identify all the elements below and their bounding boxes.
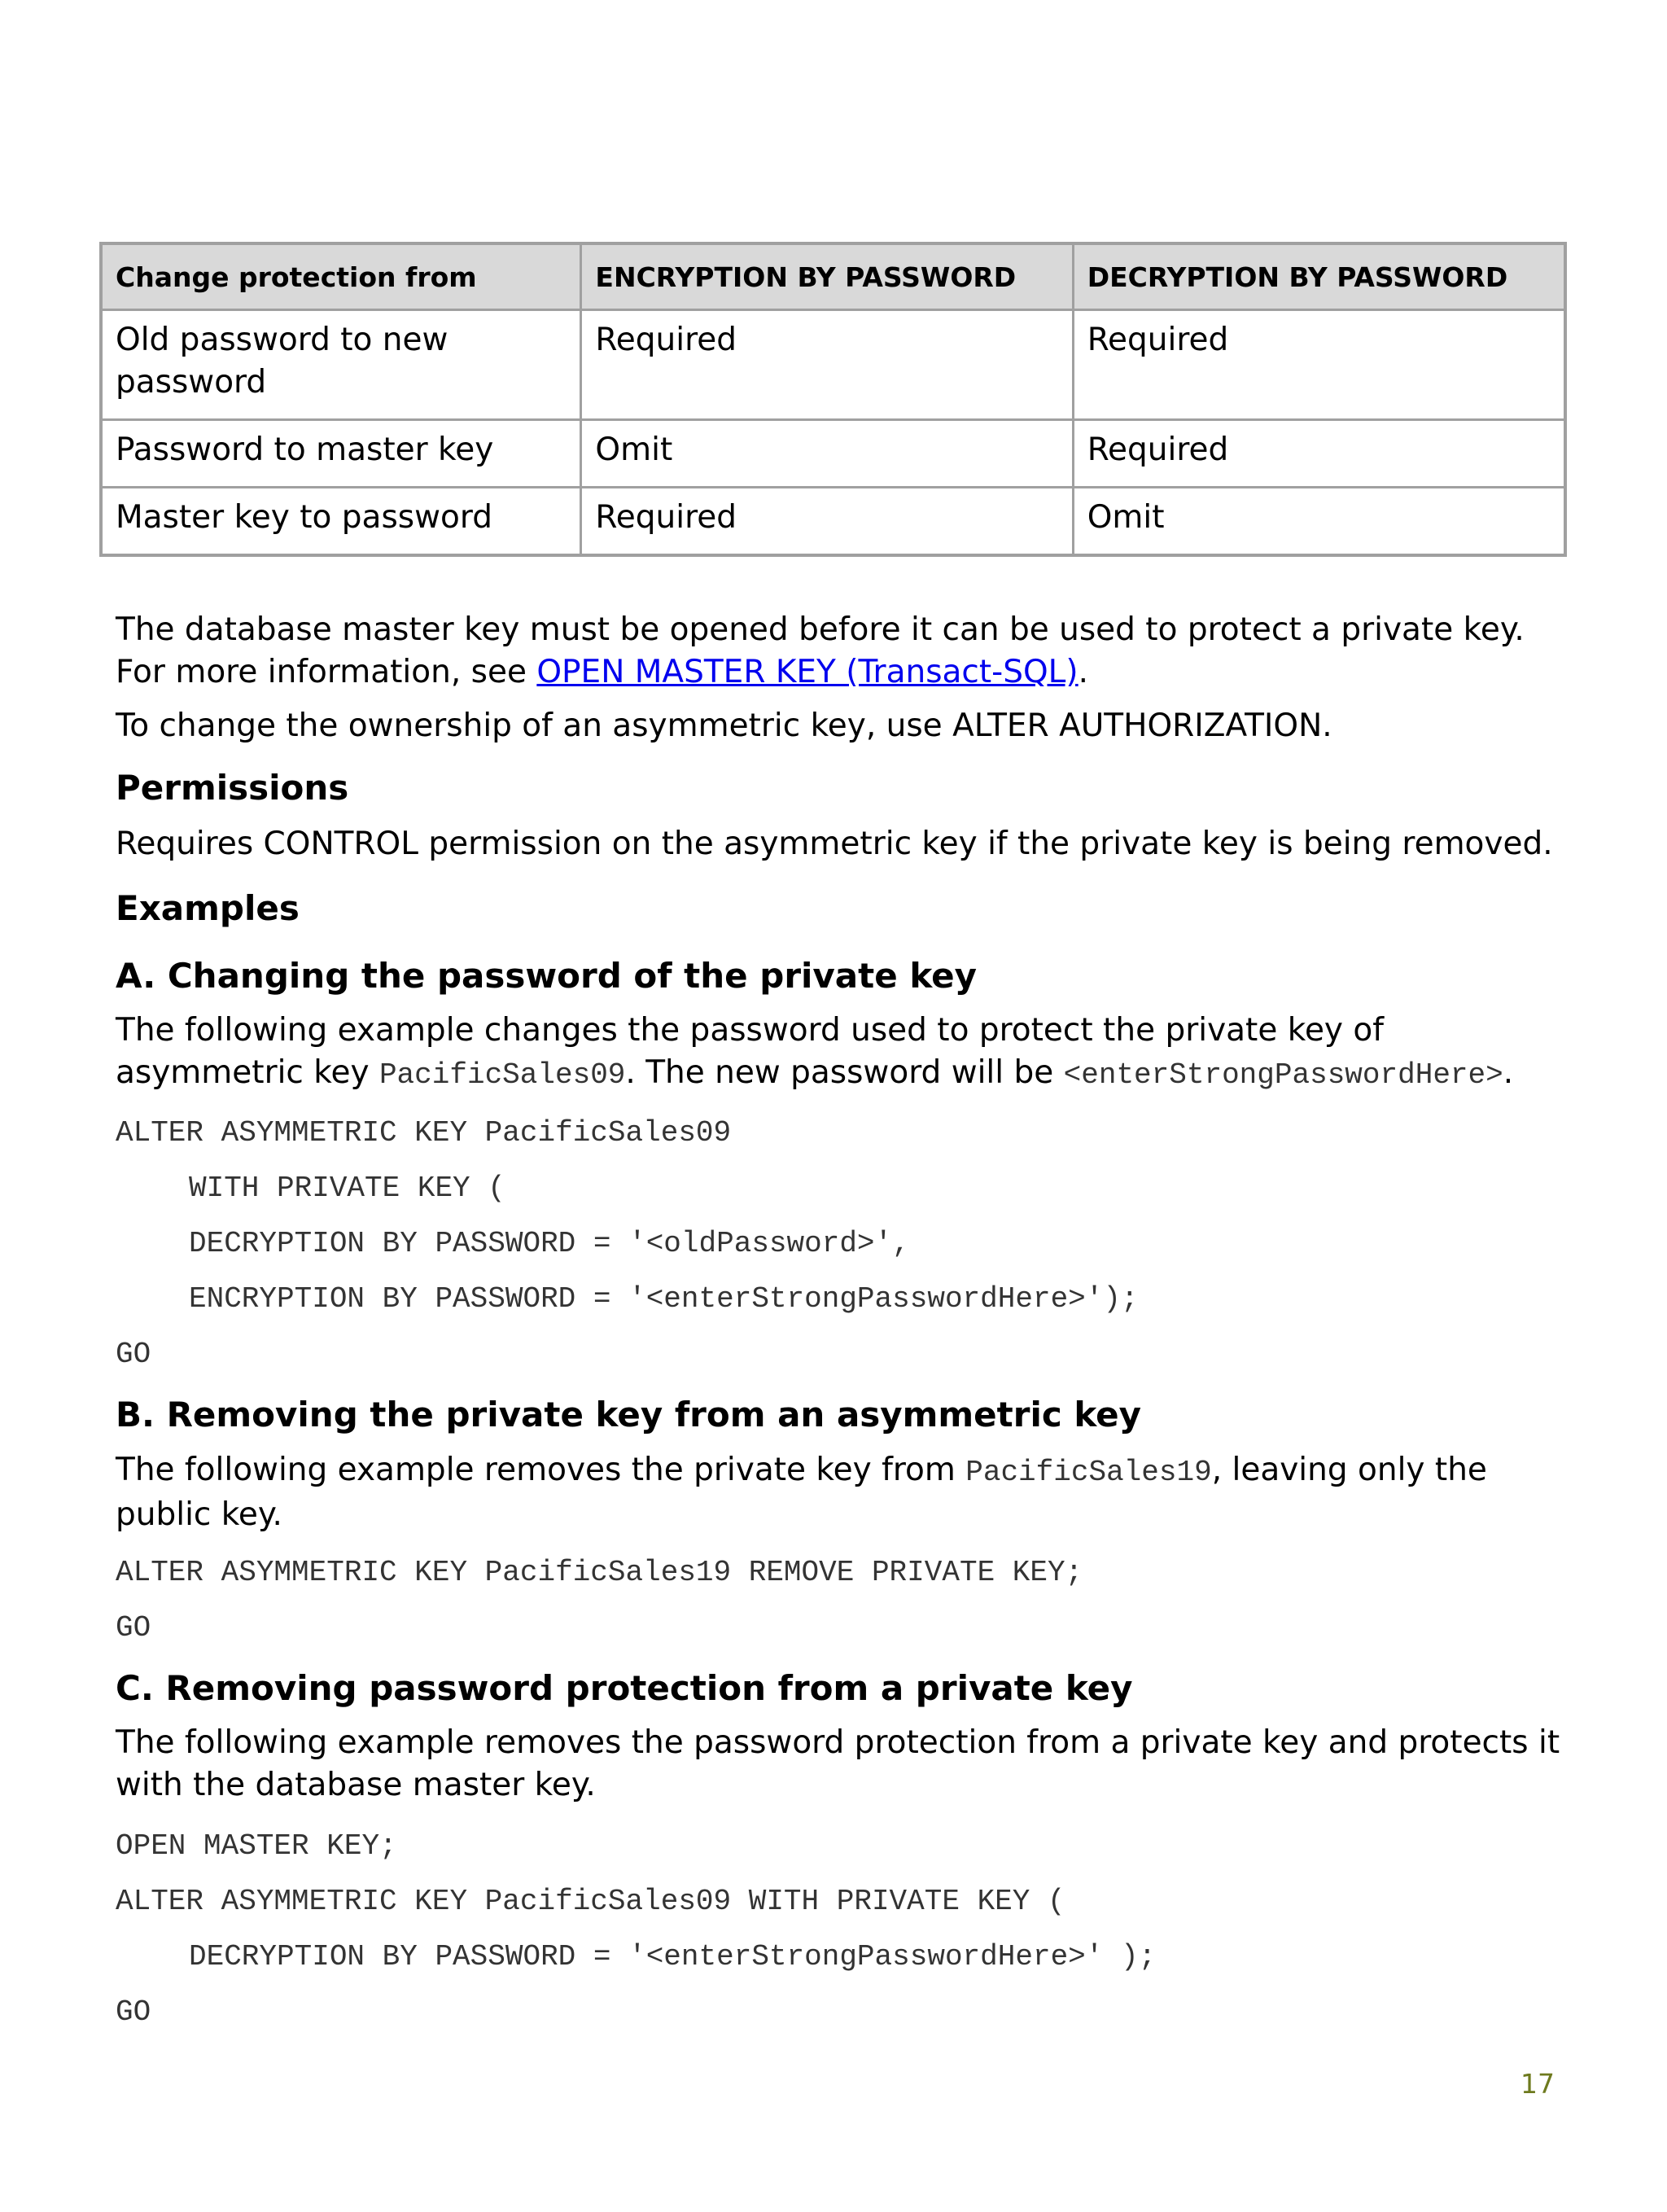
table-header-cell: Change protection from [101,243,581,310]
example-a-description [116,1010,1564,1097]
code-line: OPEN MASTER KEY; [116,1829,397,1863]
ownership-paragraph: To change the ownership of an asymmetric key, use ALTER AUTHORIZATION. [116,707,1332,744]
protection-table [99,242,1567,557]
paragraph-text: . [1078,654,1089,690]
code-line: GO [116,1611,151,1645]
code-line: GO [116,1995,151,2029]
table-cell: Required [581,488,1073,556]
page-number: 17 [1520,2068,1555,2100]
table-cell: Master key to password [101,488,581,556]
code-line: DECRYPTION BY PASSWORD = '<oldPassword>', [189,1227,910,1260]
master-key-paragraph [116,609,1564,694]
inline-code: <enterStrongPasswordHere> [1063,1058,1503,1092]
example-c-heading: C. Removing password protection from a private key [116,1668,1133,1708]
inline-code: PacificSales19 [965,1456,1212,1489]
examples-heading: Examples [116,888,300,928]
permissions-heading: Permissions [116,768,349,808]
table-row [101,310,1565,420]
code-line: WITH PRIVATE KEY ( [189,1172,505,1205]
code-line: ALTER ASYMMETRIC KEY PacificSales09 WITH PRIVATE KEY ( [116,1885,1065,1918]
paragraph-text: . The new password will be [625,1054,1064,1091]
table-row [101,420,1565,488]
table-cell: Omit [1073,488,1565,556]
table-cell: Required [1073,420,1565,488]
table-cell: Old password to new password [101,310,581,420]
table-cell: Required [1073,310,1565,420]
table-header-cell: DECRYPTION BY PASSWORD [1073,243,1565,310]
paragraph-text: , leaving only the public key. [116,1452,1487,1533]
code-line: DECRYPTION BY PASSWORD = '<enterStrongPasswordHere>' ); [189,1940,1157,1973]
code-line: ALTER ASYMMETRIC KEY PacificSales09 [116,1116,732,1150]
inline-code: PacificSales09 [378,1058,626,1092]
code-line: GO [116,1338,151,1371]
permissions-text: Requires CONTROL permission on the asymmetric key if the private key is being removed. [116,826,1553,862]
table-header-cell: ENCRYPTION BY PASSWORD [581,243,1073,310]
example-b-heading: B. Removing the private key from an asymmetric key [116,1395,1142,1435]
open-master-key-link[interactable]: OPEN MASTER KEY (Transact-SQL) [536,654,1079,690]
table-row [101,488,1565,556]
paragraph-text: The following example changes the password used to protect the private key of asymmetric key [116,1012,1385,1091]
code-line: ALTER ASYMMETRIC KEY PacificSales19 REMOVE PRIVATE KEY; [116,1556,1083,1589]
example-b-description [116,1449,1564,1536]
table-cell: Required [581,310,1073,420]
paragraph-text: The following example removes the private key from [116,1452,966,1488]
table-cell: Password to master key [101,420,581,488]
example-c-description: The following example removes the password protection from a private key and protects it with the database master key. [116,1724,1560,1803]
paragraph-text: The database master key must be opened before it can be used to protect a private key. For more information, see [116,611,1525,690]
table-cell: Omit [581,420,1073,488]
example-a-code-block [116,1117,1564,1150]
example-a-heading: A. Changing the password of the private key [116,956,977,996]
table-header-row [101,243,1565,310]
paragraph-text: . [1503,1054,1514,1091]
code-line: ENCRYPTION BY PASSWORD = '<enterStrongPasswordHere>'); [189,1282,1139,1316]
